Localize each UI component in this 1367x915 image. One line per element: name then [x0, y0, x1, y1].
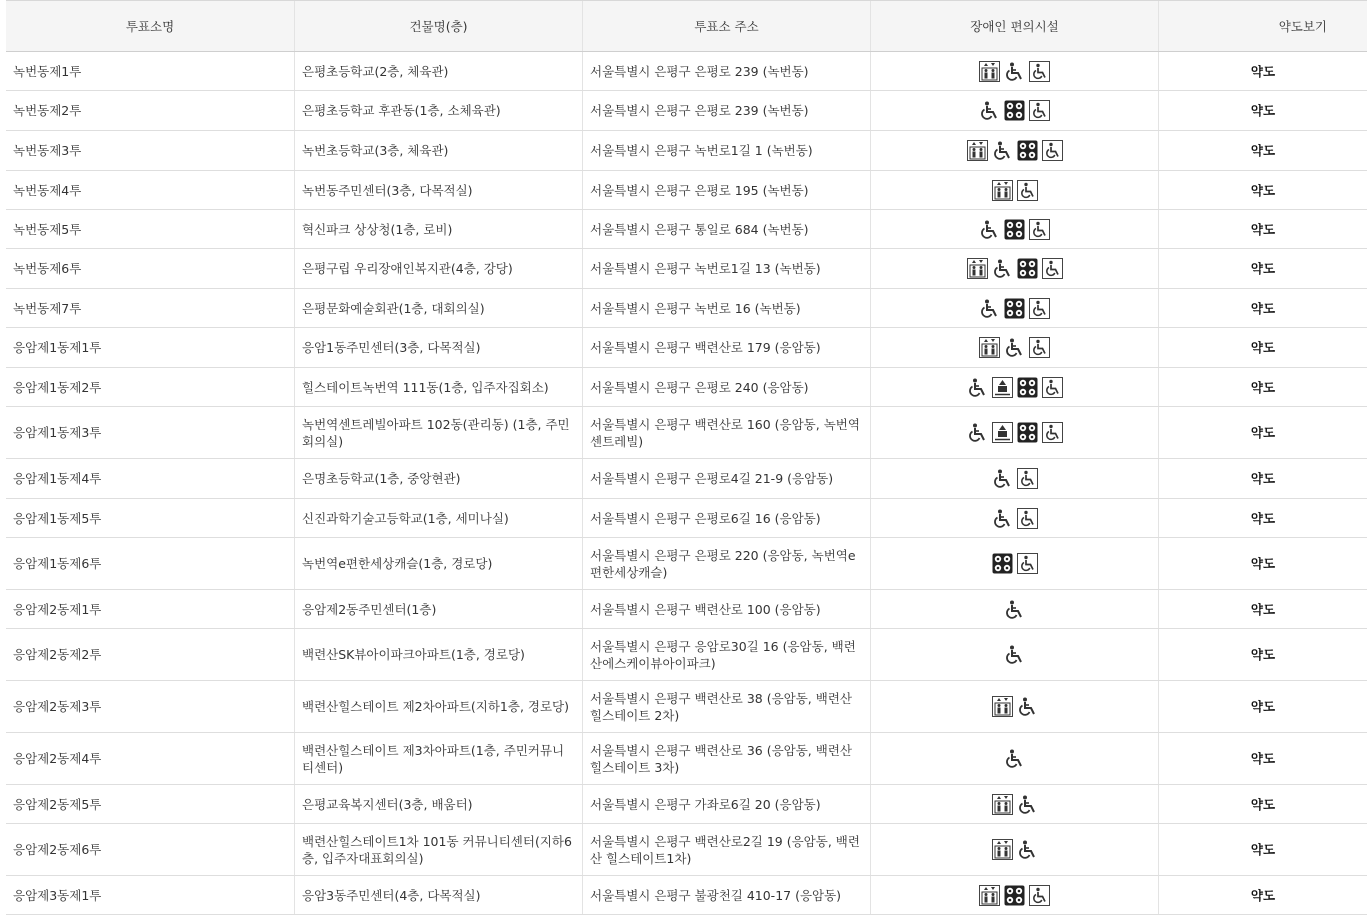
address-cell: 서울특별시 은평구 통일로 684 (녹번동) — [582, 210, 870, 248]
table-row — [6, 91, 1367, 131]
station-name-cell: 응암제1동제4투 — [13, 471, 102, 486]
address-cell: 서울특별시 은평구 불광천길 410-17 (응암동) — [582, 876, 870, 914]
station-name-cell: 녹번동제3투 — [13, 143, 82, 158]
map-link[interactable]: 약도 — [1250, 751, 1276, 766]
facilities-cell — [870, 590, 1158, 628]
map-cell — [1158, 733, 1367, 784]
table-row — [6, 210, 1367, 249]
wheelchair-icon — [979, 100, 1000, 121]
map-link[interactable]: 약도 — [1250, 842, 1276, 857]
map-cell — [1158, 328, 1367, 367]
map-cell — [1158, 368, 1367, 406]
facility-icons — [979, 219, 1050, 240]
map-cell — [1158, 131, 1367, 170]
station-name-cell: 응암제2동제2투 — [13, 647, 102, 662]
table-row — [6, 407, 1367, 459]
table-body — [6, 52, 1367, 915]
station-name-cell: 녹번동제4투 — [13, 182, 82, 198]
wheelchair-icon — [979, 298, 1000, 319]
map-cell — [1158, 289, 1367, 327]
station-name-cell: 응암제3동제1투 — [13, 887, 102, 903]
station-name-cell: 응암제1동제2투 — [13, 379, 102, 395]
facility-icons — [992, 508, 1038, 529]
ramp-icon — [1017, 508, 1038, 529]
table-header — [6, 0, 1367, 52]
station-name-cell: 녹번동제6투 — [13, 261, 82, 276]
address-cell: 서울특별시 은평구 은평로 240 (응암동) — [582, 368, 870, 406]
wheelchair-icon — [1004, 748, 1025, 769]
building-cell: 응암3동주민센터(4층, 다목적실) — [294, 876, 582, 914]
station-name-cell: 응암제1동제5투 — [13, 510, 102, 526]
map-link[interactable]: 약도 — [1250, 261, 1276, 276]
ramp-icon — [1042, 140, 1063, 161]
braille-block-icon — [1004, 298, 1025, 319]
map-link[interactable]: 약도 — [1250, 340, 1276, 355]
station-name-cell: 응암제2동제3투 — [13, 699, 102, 714]
table-row — [6, 328, 1367, 368]
building-cell: 백련산힐스테이트 제2차아파트(지하1층, 경로당) — [294, 681, 582, 732]
facilities-cell — [870, 785, 1158, 823]
building-cell: 백련산힐스테이트1차 101동 커뮤니티센터(지하6층, 입주자대표회의실) — [294, 824, 582, 875]
facilities-cell — [870, 171, 1158, 209]
table-row — [6, 590, 1367, 629]
building-cell: 녹번역e편한세상캐슬(1층, 경로당) — [294, 538, 582, 589]
building-cell: 은평문화예술회관(1층, 대회의실) — [294, 289, 582, 327]
address-cell: 서울특별시 은평구 녹번로 16 (녹번동) — [582, 289, 870, 327]
table-row — [6, 785, 1367, 824]
table-row — [6, 249, 1367, 289]
map-link[interactable]: 약도 — [1250, 221, 1276, 237]
facilities-cell — [870, 52, 1158, 90]
facilities-cell — [870, 210, 1158, 248]
building-cell: 힐스테이트녹번역 111동(1층, 입주자집회소) — [294, 368, 582, 406]
address-cell: 서울특별시 은평구 은평로 195 (녹번동) — [582, 171, 870, 209]
table-row — [6, 681, 1367, 733]
wheelchair-icon — [967, 377, 988, 398]
braille-block-icon — [1017, 422, 1038, 443]
map-cell — [1158, 824, 1367, 875]
elevator-icon — [992, 794, 1013, 815]
braille-block-icon — [1004, 219, 1025, 240]
polling-station-table — [6, 0, 1367, 915]
address-cell: 서울특별시 은평구 은평로 239 (녹번동) — [582, 52, 870, 90]
facilities-cell — [870, 681, 1158, 732]
facility-icons — [1004, 748, 1025, 769]
facilities-cell — [870, 249, 1158, 288]
map-link[interactable]: 약도 — [1250, 556, 1276, 571]
facility-icons — [992, 794, 1038, 815]
map-cell — [1158, 876, 1367, 914]
building-cell: 은평초등학교(2층, 체육관) — [294, 52, 582, 90]
map-link[interactable]: 약도 — [1250, 471, 1276, 486]
map-link[interactable]: 약도 — [1250, 63, 1276, 79]
table-row — [6, 459, 1367, 499]
ramp-icon — [1029, 885, 1050, 906]
braille-block-icon — [1017, 140, 1038, 161]
ramp-icon — [1042, 258, 1063, 279]
building-cell: 응암제2동주민센터(1층) — [294, 590, 582, 628]
map-cell — [1158, 629, 1367, 680]
ramp-icon — [1017, 553, 1038, 574]
elevator-icon — [992, 839, 1013, 860]
facilities-cell — [870, 824, 1158, 875]
facility-icons — [967, 422, 1063, 443]
elevator-icon — [967, 258, 988, 279]
table-row — [6, 368, 1367, 407]
wheelchair-icon — [992, 508, 1013, 529]
facility-icons — [1004, 644, 1025, 665]
building-cell: 녹번초등학교(3층, 체육관) — [294, 131, 582, 170]
map-link[interactable]: 약도 — [1250, 300, 1276, 316]
elevator-icon — [979, 61, 1000, 82]
map-cell — [1158, 681, 1367, 732]
wheelchair-icon — [967, 422, 988, 443]
building-cell: 은평구립 우리장애인복지관(4층, 강당) — [294, 249, 582, 288]
map-link[interactable]: 약도 — [1250, 425, 1276, 440]
ramp-icon — [1029, 100, 1050, 121]
table-row — [6, 733, 1367, 785]
header-facilities: 장애인 편의시설 — [870, 1, 1158, 51]
braille-block-icon — [1017, 377, 1038, 398]
braille-block-icon — [992, 553, 1013, 574]
table-row — [6, 171, 1367, 210]
map-link[interactable]: 약도 — [1250, 647, 1276, 662]
table-row — [6, 629, 1367, 681]
facility-icons — [979, 337, 1050, 358]
elevator-icon — [992, 180, 1013, 201]
header-building: 건물명(층) — [294, 1, 582, 51]
facility-icons — [979, 885, 1050, 906]
address-cell: 서울특별시 은평구 녹번로1길 1 (녹번동) — [582, 131, 870, 170]
map-cell — [1158, 52, 1367, 90]
wheelchair-icon — [1004, 599, 1025, 620]
map-link[interactable]: 약도 — [1250, 143, 1276, 158]
wheelchair-icon — [1017, 839, 1038, 860]
table-row — [6, 52, 1367, 91]
address-cell: 서울특별시 은평구 은평로6길 16 (응암동) — [582, 499, 870, 537]
address-cell: 서울특별시 은평구 백련산로 38 (응암동, 백련산 힐스테이트 2차) — [582, 681, 870, 732]
facility-icons — [979, 61, 1050, 82]
facilities-cell — [870, 629, 1158, 680]
facility-icons — [967, 140, 1063, 161]
elevator-icon — [967, 140, 988, 161]
building-cell: 은명초등학교(1층, 중앙현관) — [294, 459, 582, 498]
building-cell: 백련산힐스테이트 제3차아파트(1층, 주민커뮤니티센터) — [294, 733, 582, 784]
building-cell: 녹번역센트레빌아파트 102동(관리동) (1층, 주민회의실) — [294, 407, 582, 458]
facility-icons — [992, 696, 1038, 717]
station-name-cell: 녹번동제7투 — [13, 300, 82, 316]
ramp-icon — [1029, 337, 1050, 358]
ramp-icon — [1017, 180, 1038, 201]
station-name-cell: 녹번동제5투 — [13, 221, 82, 237]
building-cell: 혁신파크 상상청(1층, 로비) — [294, 210, 582, 248]
facilities-cell — [870, 407, 1158, 458]
station-name-cell: 응암제1동제1투 — [13, 340, 102, 355]
address-cell: 서울특별시 은평구 백련산로2길 19 (응암동, 백련산 힐스테이트1차) — [582, 824, 870, 875]
facilities-cell — [870, 733, 1158, 784]
map-link[interactable]: 약도 — [1250, 379, 1276, 395]
map-cell — [1158, 91, 1367, 130]
building-cell: 녹번동주민센터(3층, 다목적실) — [294, 171, 582, 209]
wheelchair-icon — [992, 258, 1013, 279]
wheelchair-icon — [1004, 644, 1025, 665]
address-cell: 서울특별시 은평구 응암로30길 16 (응암동, 백련산에스케이뷰아이파크) — [582, 629, 870, 680]
station-name-cell: 응암제2동제4투 — [13, 751, 102, 766]
wheelchair-icon — [979, 219, 1000, 240]
table-row — [6, 824, 1367, 876]
station-name-cell: 녹번동제2투 — [13, 103, 82, 118]
elevator-icon — [979, 885, 1000, 906]
address-cell: 서울특별시 은평구 백련산로 36 (응암동, 백련산 힐스테이트 3차) — [582, 733, 870, 784]
table-row — [6, 876, 1367, 915]
stair-lift-icon — [992, 377, 1013, 398]
braille-block-icon — [1004, 885, 1025, 906]
wheelchair-icon — [1017, 794, 1038, 815]
station-name-cell: 응암제1동제3투 — [13, 425, 102, 440]
map-link[interactable]: 약도 — [1250, 796, 1276, 812]
facility-icons — [979, 100, 1050, 121]
building-cell: 은평교육복지센터(3층, 배움터) — [294, 785, 582, 823]
elevator-icon — [979, 337, 1000, 358]
facility-icons — [992, 180, 1038, 201]
facility-icons — [979, 298, 1050, 319]
map-link[interactable]: 약도 — [1250, 699, 1276, 714]
facilities-cell — [870, 289, 1158, 327]
building-cell: 응암1동주민센터(3층, 다목적실) — [294, 328, 582, 367]
facility-icons — [967, 258, 1063, 279]
wheelchair-icon — [992, 468, 1013, 489]
address-cell: 서울특별시 은평구 녹번로1길 13 (녹번동) — [582, 249, 870, 288]
address-cell: 서울특별시 은평구 은평로 220 (응암동, 녹번역e편한세상캐슬) — [582, 538, 870, 589]
station-name-cell: 녹번동제1투 — [13, 63, 82, 79]
map-cell — [1158, 785, 1367, 823]
braille-block-icon — [1004, 100, 1025, 121]
address-cell: 서울특별시 은평구 은평로4길 21-9 (응암동) — [582, 459, 870, 498]
map-link[interactable]: 약도 — [1250, 601, 1276, 617]
facilities-cell — [870, 538, 1158, 589]
facilities-cell — [870, 876, 1158, 914]
facility-icons — [992, 468, 1038, 489]
facility-icons — [992, 839, 1038, 860]
wheelchair-icon — [1004, 61, 1025, 82]
map-cell — [1158, 249, 1367, 288]
address-cell: 서울특별시 은평구 가좌로6길 20 (응암동) — [582, 785, 870, 823]
address-cell: 서울특별시 은평구 백련산로 100 (응암동) — [582, 590, 870, 628]
map-cell — [1158, 171, 1367, 209]
map-cell — [1158, 538, 1367, 589]
ramp-icon — [1042, 377, 1063, 398]
wheelchair-icon — [1017, 696, 1038, 717]
elevator-icon — [992, 696, 1013, 717]
station-name-cell: 응암제2동제1투 — [13, 601, 102, 617]
facility-icons — [1004, 599, 1025, 620]
facility-icons — [992, 553, 1038, 574]
map-cell — [1158, 459, 1367, 498]
table-row — [6, 538, 1367, 590]
facilities-cell — [870, 328, 1158, 367]
map-link[interactable]: 약도 — [1250, 510, 1276, 526]
wheelchair-icon — [1004, 337, 1025, 358]
stair-lift-icon — [992, 422, 1013, 443]
table-row — [6, 499, 1367, 538]
table-row — [6, 131, 1367, 171]
station-name-cell: 응암제1동제6투 — [13, 556, 102, 571]
map-link[interactable]: 약도 — [1250, 182, 1276, 198]
facilities-cell — [870, 131, 1158, 170]
building-cell: 백련산SK뷰아이파크아파트(1층, 경로당) — [294, 629, 582, 680]
header-address: 투표소 주소 — [582, 1, 870, 51]
map-cell — [1158, 590, 1367, 628]
facilities-cell — [870, 91, 1158, 130]
map-link[interactable]: 약도 — [1250, 103, 1276, 118]
header-station: 투표소명 — [125, 18, 175, 34]
facilities-cell — [870, 368, 1158, 406]
ramp-icon — [1029, 298, 1050, 319]
braille-block-icon — [1017, 258, 1038, 279]
building-cell: 신진과학기술고등학교(1층, 세미나실) — [294, 499, 582, 537]
ramp-icon — [1017, 468, 1038, 489]
ramp-icon — [1029, 61, 1050, 82]
facilities-cell — [870, 499, 1158, 537]
station-name-cell: 응암제2동제6투 — [13, 842, 102, 857]
map-cell — [1158, 499, 1367, 537]
map-link[interactable]: 약도 — [1250, 887, 1276, 903]
table-row — [6, 289, 1367, 328]
address-cell: 서울특별시 은평구 백련산로 179 (응암동) — [582, 328, 870, 367]
wheelchair-icon — [992, 140, 1013, 161]
building-cell: 은평초등학교 후관동(1층, 소체육관) — [294, 91, 582, 130]
ramp-icon — [1029, 219, 1050, 240]
address-cell: 서울특별시 은평구 백련산로 160 (응암동, 녹번역센트레빌) — [582, 407, 870, 458]
address-cell: 서울특별시 은평구 은평로 239 (녹번동) — [582, 91, 870, 130]
header-map: 약도보기 — [1158, 1, 1367, 51]
facility-icons — [967, 377, 1063, 398]
facilities-cell — [870, 459, 1158, 498]
map-cell — [1158, 407, 1367, 458]
map-cell — [1158, 210, 1367, 248]
ramp-icon — [1042, 422, 1063, 443]
station-name-cell: 응암제2동제5투 — [13, 796, 102, 812]
